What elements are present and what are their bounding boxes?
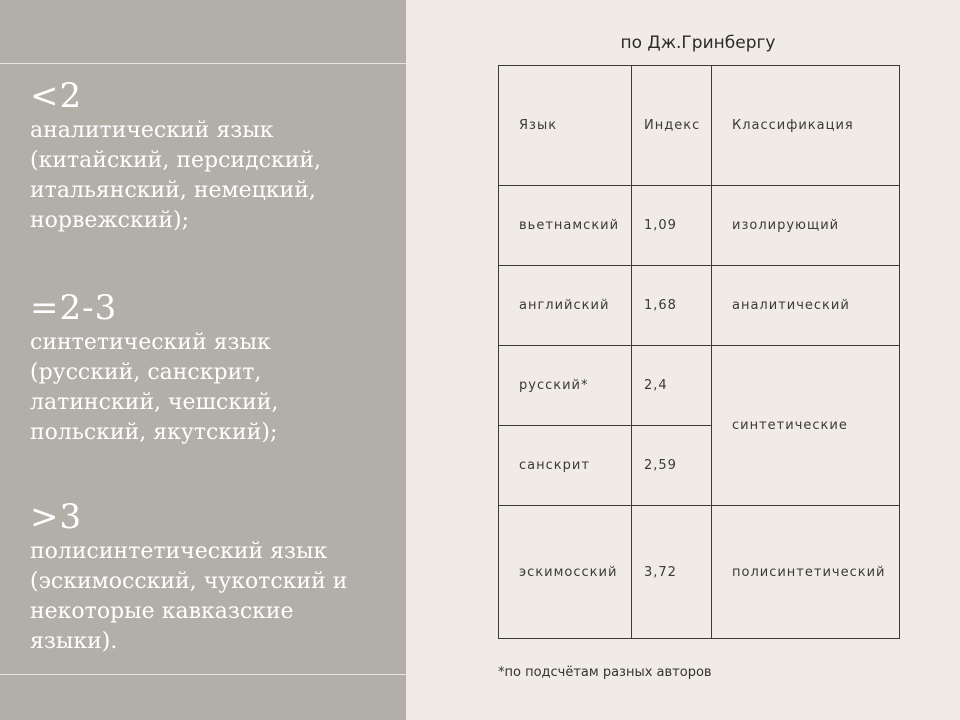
cell-classification: аналитический bbox=[712, 266, 900, 346]
cell-language: английский bbox=[499, 266, 632, 346]
group-analytic bbox=[30, 76, 321, 236]
group-polysynthetic bbox=[30, 497, 347, 657]
description-line: полисинтетический язык bbox=[30, 539, 328, 564]
threshold-label: =2-3 bbox=[30, 288, 118, 328]
header-index: Индекс bbox=[632, 66, 712, 186]
description-line: (китайский, персидский, bbox=[30, 148, 322, 173]
description-line: итальянский, немецкий, bbox=[30, 178, 316, 203]
cell-language: санскрит bbox=[499, 426, 632, 506]
table-row bbox=[499, 266, 900, 346]
top-divider bbox=[0, 63, 406, 64]
cell-classification: синтетические bbox=[712, 346, 900, 506]
table-row bbox=[499, 506, 900, 639]
cell-language: эскимосский bbox=[499, 506, 632, 639]
description-line: польский, якутский); bbox=[30, 420, 278, 445]
header-language: Язык bbox=[499, 66, 632, 186]
table-row bbox=[499, 186, 900, 266]
description-line: латинский, чешский, bbox=[30, 390, 279, 415]
table-title: по Дж.Гринбергу bbox=[620, 33, 776, 53]
cell-index: 2,59 bbox=[632, 426, 712, 506]
description-line: некоторые кавказские bbox=[30, 599, 294, 624]
cell-classification: полисинтетический bbox=[712, 506, 900, 639]
bottom-divider bbox=[0, 674, 406, 675]
table-row bbox=[499, 346, 900, 426]
description-line: (эскимосский, чукотский и bbox=[30, 569, 348, 594]
group-synthetic bbox=[30, 288, 278, 448]
header-classification: Классификация bbox=[712, 66, 900, 186]
description-line: (русский, санскрит, bbox=[30, 360, 262, 385]
cell-language: вьетнамский bbox=[499, 186, 632, 266]
cell-language: русский* bbox=[499, 346, 632, 426]
cell-index: 2,4 bbox=[632, 346, 712, 426]
threshold-label: <2 bbox=[30, 76, 83, 116]
threshold-label: >3 bbox=[30, 497, 83, 537]
footnote: *по подсчётам разных авторов bbox=[498, 665, 712, 680]
classification-table bbox=[498, 65, 900, 639]
description-line: норвежский); bbox=[30, 208, 190, 233]
table-header-row bbox=[499, 66, 900, 186]
description-line: аналитический язык bbox=[30, 118, 274, 143]
cell-index: 3,72 bbox=[632, 506, 712, 639]
cell-index: 1,68 bbox=[632, 266, 712, 346]
description-line: синтетический язык bbox=[30, 330, 271, 355]
cell-classification: изолирующий bbox=[712, 186, 900, 266]
left-panel bbox=[0, 0, 406, 720]
description-line: языки). bbox=[30, 629, 118, 654]
cell-index: 1,09 bbox=[632, 186, 712, 266]
